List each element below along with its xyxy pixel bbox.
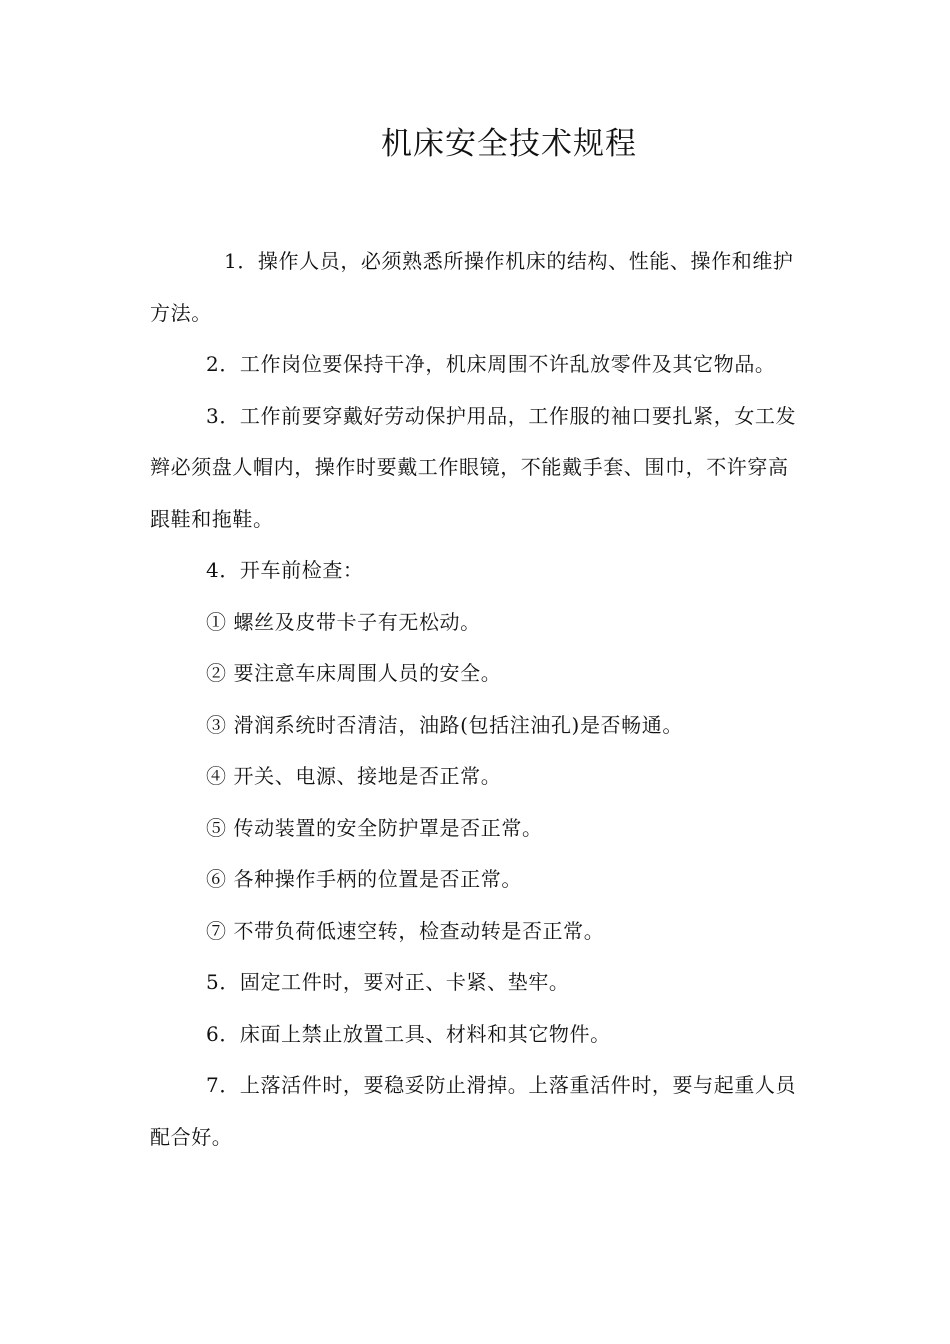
paragraph-6: 6．床面上禁止放置工具、材料和其它物件。	[206, 1021, 611, 1046]
paragraph-2: 2．工作岗位要保持干净，机床周围不许乱放零件及其它物品。	[206, 352, 776, 376]
paragraph-1: 1．操作人员，必须熟悉所操作机床的结构、性能、操作和维护方法。	[150, 249, 794, 325]
checklist-item-6: ⑥ 各种操作手柄的位置是否正常。	[206, 867, 522, 891]
checklist-item-4: ④ 开关、电源、接地是否正常。	[206, 764, 502, 788]
paragraph-3: 3．工作前要穿戴好劳动保护用品，工作服的袖口要扎紧，女工发辫必须盘人帽内，操作时要戴工作眼镜，不能戴手套、围巾，不许穿高跟鞋和拖鞋。	[150, 403, 797, 531]
paragraph-4: 4．开车前检查：	[206, 558, 364, 582]
document-body	[150, 236, 802, 1163]
document-title: 机床安全技术规程	[381, 126, 637, 162]
paragraph-7: 7．上落活件时，要稳妥防止滑掉。上落重活件时，要与起重人员配合好。	[150, 1073, 797, 1149]
checklist-item-3: ③ 滑润系统时否清洁，油路(包括注油孔)是否畅通。	[206, 712, 683, 737]
checklist-item-2: ② 要注意车床周围人员的安全。	[206, 661, 502, 685]
paragraph-5: 5．固定工件时，要对正、卡紧、垫牢。	[206, 970, 570, 994]
checklist-item-7: ⑦ 不带负荷低速空转，检查动转是否正常。	[206, 918, 605, 943]
checklist-item-5: ⑤ 传动装置的安全防护罩是否正常。	[206, 815, 543, 840]
checklist-item-1: ① 螺丝及皮带卡子有无松动。	[206, 609, 481, 634]
